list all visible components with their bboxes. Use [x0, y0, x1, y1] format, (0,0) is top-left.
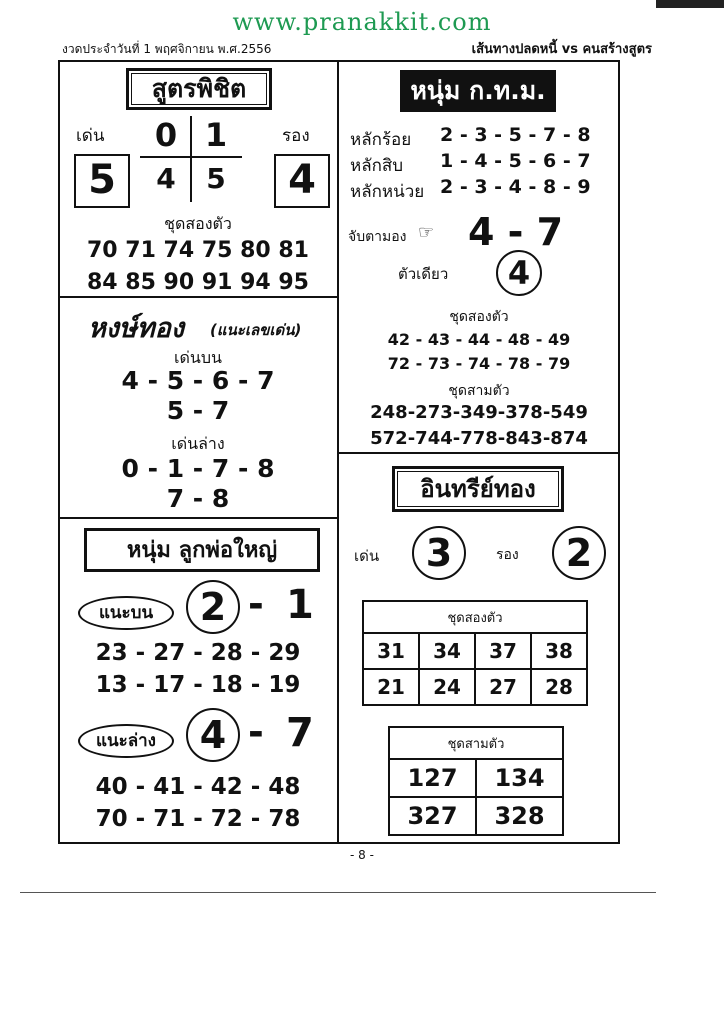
sut-row-2: 84 85 90 91 94 95: [87, 270, 309, 295]
sut-phichit-title: สูตรพิชิต: [126, 68, 272, 110]
kkm-two-row-2: 72 - 73 - 74 - 78 - 79: [387, 354, 571, 373]
sut-row-1: 70 71 74 75 80 81: [87, 238, 309, 263]
upper-row-2: 13 - 17 - 18 - 19: [95, 672, 301, 698]
insee-two-label: ชุดสองตัว: [363, 601, 587, 633]
hong-thong-title: หงษ์ทอง: [88, 313, 184, 344]
single-circle: 4: [496, 250, 542, 296]
kkm-three-label: ชุดสามตัว: [448, 383, 510, 399]
table-cell: 31: [363, 633, 419, 669]
insee-rong-circle: 2: [552, 526, 606, 580]
insee-three-label: ชุดสามตัว: [389, 727, 563, 759]
top-label: เด่นบน: [174, 348, 222, 367]
lower-dash: -: [248, 710, 264, 754]
cross-top-right: 1: [204, 116, 228, 154]
lower-row-2: 70 - 71 - 72 - 78: [95, 806, 301, 832]
insee-den-label: เด่น: [354, 547, 380, 565]
insee-two-table: [362, 600, 588, 706]
num-kkm-title: หนุ่ม ก.ท.ม.: [400, 70, 556, 112]
table-cell: 34: [419, 633, 475, 669]
table-cell: 134: [476, 759, 563, 797]
table-cell: 37: [475, 633, 531, 669]
cross-vertical: [190, 116, 192, 202]
den-label: เด่น: [76, 126, 105, 146]
sut-set-label: ชุดสองตัว: [164, 214, 232, 233]
watermark: www.pranakkit.com: [232, 8, 492, 36]
hundreds-values: 2 - 3 - 5 - 7 - 8: [440, 124, 591, 146]
page-bottom-line: [20, 892, 656, 893]
hundreds-label: หลักร้อย: [350, 130, 412, 150]
table-cell: 24: [419, 669, 475, 705]
lower-b: 7: [286, 710, 314, 756]
header-date: งวดประจำวันที่ 1 พฤศจิกายน พ.ศ.2556: [62, 42, 272, 56]
rong-label: รอง: [282, 126, 310, 146]
table-cell: 21: [363, 669, 419, 705]
divider-left-2: [58, 517, 338, 519]
pointing-hand-icon: ☞: [418, 222, 435, 243]
bottom-label: เด่นล่าง: [171, 434, 225, 453]
cross-horizontal: [140, 156, 242, 158]
rong-value-box: 4: [274, 154, 330, 208]
insee-rong-label: รอง: [496, 547, 519, 563]
upper-b: 1: [286, 582, 314, 628]
lower-label-oval: แนะล่าง: [78, 724, 174, 758]
table-cell: 27: [475, 669, 531, 705]
cross-top-left: 0: [154, 116, 178, 154]
table-cell: 327: [389, 797, 476, 835]
hong-thong-subtitle: (แนะเลขเด่น): [210, 321, 302, 339]
pair-label: จับตามอง: [348, 229, 407, 245]
divider-left-1: [58, 296, 338, 298]
top-row-2: 5 - 7: [166, 396, 230, 425]
upper-a-circle: 2: [186, 580, 240, 634]
cross-bottom-left: 4: [156, 162, 176, 195]
tens-label: หลักสิบ: [350, 156, 404, 176]
table-cell: 28: [531, 669, 587, 705]
table-cell: 127: [389, 759, 476, 797]
bottom-row-1: 0 - 1 - 7 - 8: [121, 454, 275, 483]
tens-values: 1 - 4 - 5 - 6 - 7: [440, 150, 591, 172]
insee-den-circle: 3: [412, 526, 466, 580]
lower-row-1: 40 - 41 - 42 - 48: [95, 774, 301, 800]
cross-bottom-right: 5: [206, 162, 226, 195]
kkm-two-row-1: 42 - 43 - 44 - 48 - 49: [387, 330, 571, 349]
kkm-three-row-2: 572-744-778-843-874: [370, 428, 588, 449]
table-cell: 328: [476, 797, 563, 835]
insee-three-table: [388, 726, 564, 836]
pair-values: 4 - 7: [468, 210, 564, 254]
upper-dash: -: [248, 582, 264, 626]
units-values: 2 - 3 - 4 - 8 - 9: [440, 176, 591, 198]
header-publication: เส้นทางปลดหนี้ vs คนสร้างสูตร: [471, 42, 652, 57]
upper-label-oval: แนะบน: [78, 596, 174, 630]
kkm-two-label: ชุดสองตัว: [449, 309, 509, 325]
bottom-row-2: 7 - 8: [166, 484, 230, 513]
den-value-box: 5: [74, 154, 130, 208]
upper-row-1: 23 - 27 - 28 - 29: [95, 640, 301, 666]
page-number: - 8 -: [350, 848, 374, 862]
num-lukpho-title: หนุ่ม ลูกพ่อใหญ่: [84, 528, 320, 572]
top-row-1: 4 - 5 - 6 - 7: [121, 366, 275, 395]
units-label: หลักหน่วย: [350, 182, 425, 202]
kkm-three-row-1: 248-273-349-378-549: [370, 402, 588, 423]
lower-a-circle: 4: [186, 708, 240, 762]
table-cell: 38: [531, 633, 587, 669]
insee-thong-title: อินทรีย์ทอง: [392, 466, 564, 512]
divider-right-1: [338, 452, 620, 454]
single-label: ตัวเดียว: [398, 265, 449, 283]
page-edge-shadow: [656, 0, 724, 8]
